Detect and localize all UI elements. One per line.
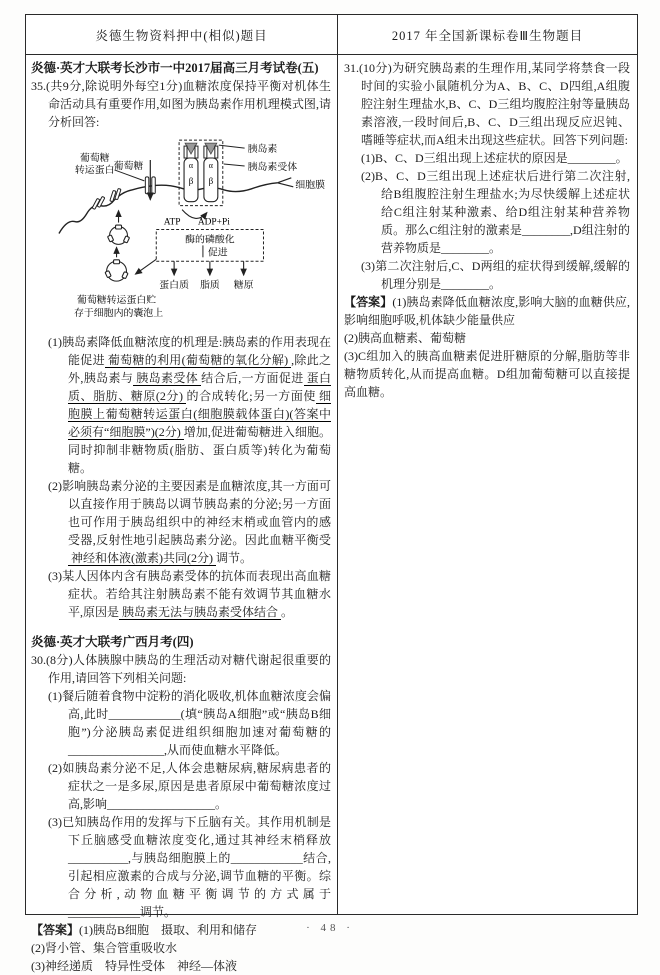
question-31-item-2: (2)B、C、D三组出现上述症状后进行第二次注射,给B组腹腔注射生理盐水;为尽快缓解上述症状给C组注射某种激素、给D组注射某种营养物质。那么C组注射的激素是________,D组注射的营养物质是________。 — [361, 169, 630, 255]
question-31-item-1: (1)B、C、D三组出现上述症状的原因是________。 — [361, 151, 628, 165]
vesicle-note-line2: 存于细胞内的囊泡上 — [73, 307, 164, 319]
vesicle-note-line1: 葡萄糖转运蛋白贮 — [76, 294, 157, 306]
header-cell-left: 炎德生物资料押中(相似)题目 — [26, 15, 338, 54]
answer-31-line-3: (3)C组加入的胰高血糖素促进肝糖原的分解,脂肪等非糖物质转化,从而提高血糖。D组加葡萄糖可以直接提高血糖。 — [344, 349, 630, 399]
atp-label: ATP — [163, 217, 181, 228]
question-30-intro: 30.(8分)人体胰腺中胰岛的生理活动对糖代谢起很重要的作用,请回答下列相关问题: — [31, 653, 331, 685]
vesicle-upper — [108, 225, 130, 244]
beta-label: β — [188, 175, 194, 186]
receptor-leader-line — [224, 164, 245, 166]
vesicle-lower — [105, 260, 128, 281]
question-35-item-2: (2)影响胰岛素分泌的主要因素是血糖浓度,其一方面可以直接作用于胰岛以调节胰岛素的分泌;另一方面也可作用于胰岛组织中的神经末梢或血管内的感受器,反射性地引起胰岛素分泌。因此血糖平衡受神经和体液(激素)共同(2分) 调节。 — [48, 479, 331, 565]
glycogen-label: 糖原 — [233, 280, 254, 292]
membrane-label: 细胞膜 — [295, 179, 325, 191]
receptor-unit-left — [184, 143, 198, 202]
answer-30-line-3: (3)神经递质 特异性受体 神经—体液 — [31, 959, 237, 973]
insulin-mechanism-diagram — [53, 134, 331, 329]
exam1-title: 炎德·英才大联考长沙市一中2017届高三月考试卷(五) — [31, 61, 319, 75]
glucose-label: 葡萄糖 — [113, 160, 144, 172]
question-30-item-2: (2)如胰岛素分泌不足,人体会患糖尿病,糖尿病患者的症状之一是多尿,原因是患者原尿中葡萄糖浓度过高,影响__________________。 — [48, 761, 331, 811]
question-31-item-3: (3)第二次注射后,C、D两组的症状得到缓解,缓解的机理分别是________。 — [361, 259, 630, 291]
receptor-label: 胰岛素受体 — [247, 161, 298, 173]
page-number: · 48 · — [306, 922, 354, 934]
table-header-row — [26, 15, 637, 55]
promote-label: 促进 — [207, 247, 228, 259]
question-35-intro: 35.(共9分,除说明外每空1分)血糖浓度保持平衡对机体生命活动具有重要作用,如图为胰岛素作用机理模式图,请分析回答: — [31, 79, 331, 129]
answer-31-line-2: (2)胰高血糖素、葡萄糖 — [344, 331, 466, 345]
protein-label: 蛋白质 — [159, 280, 189, 292]
question-35-item-1: (1)胰岛素降低血糖浓度的机理是:胰岛素的作用表现在能促进 葡萄糖的利用(葡萄糖的氧化分解) ,除此之外,胰岛素与 胰岛素受体 结合后,一方面促进 蛋白质、脂肪、糖原(2分) 的合成转化;另一方面使 细胞膜上葡萄糖转运蛋白(细胞膜载体蛋白)(答案中必须有“细胞膜”)(2分) 增加,促进葡萄糖进入细胞。同时抑制非糖物质(脂肪、蛋白质等)转化为葡萄糖。 — [48, 335, 331, 475]
adp-label: ADP+Pi — [197, 217, 230, 228]
question-31-intro: 31.(10分)为研究胰岛素的生理作用,某同学将禁食一段时间的实验小鼠随机分为A、B、C、D四组,A组腹腔注射生理盐水,B、C、D三组均腹腔注射等量胰岛素溶液,一段时间后,B、C、D三组出现反应迟钝、嗜睡等症状,而A组未出现这些症状。回答下列问题: — [344, 61, 630, 147]
phosphorylation-label: 酶的磷酸化 — [185, 234, 235, 246]
membrane-fork — [277, 178, 293, 187]
alpha-label: α — [188, 160, 194, 170]
beta-label: β — [208, 175, 214, 186]
lipid-label: 脂质 — [199, 280, 220, 292]
header-cell-right: 2017 年全国新课标卷Ⅲ生物题目 — [391, 28, 584, 43]
alpha-label: α — [208, 160, 213, 170]
exam2-title: 炎德·英才大联考广西月考(四) — [31, 635, 194, 649]
right-column — [338, 55, 637, 914]
question-30-item-3: (3)已知胰岛作用的发挥与下丘脑有关。其作用机制是下丘脑感受血糖浓度变化,通过其神经末梢释放__________,与胰岛细胞膜上的____________结合,引起相应激素的合成与分泌,调节血糖的平衡。综合分析,动物血糖平衡调节的方式属于____________调节。 — [48, 815, 331, 919]
receptor-unit-right — [204, 143, 218, 202]
insulin-label: 胰岛素 — [247, 144, 278, 156]
answer-30-line-1: 【答案】(1)胰岛B细胞 摄取、利用和储存 — [31, 923, 258, 937]
diagram-svg — [53, 134, 331, 324]
answer-31-line-1: 【答案】(1)胰岛素降低血糖浓度,影响大脑的血糖供应,影响细胞呼吸,机体缺少能量供应 — [344, 295, 630, 327]
answer-30-line-2: (2)肾小管、集合管重吸收水 — [31, 941, 177, 955]
question-35-item-3: (3)某人因体内含有胰岛素受体的抗体而表现出高血糖症状。若给其注射胰岛素不能有效调节其血糖水平,原因是 胰岛素无法与胰岛素受体结合 。 — [48, 569, 331, 619]
arrow-to-vesicles — [135, 259, 156, 274]
transporter-label-line2: 转运蛋白 — [74, 164, 115, 176]
question-30-item-1: (1)餐后随着食物中淀粉的消化吸收,机体血糖浓度会偏高,此时____________(填“胰岛A细胞”或“胰岛B细胞”)分泌胰岛素促进组织细胞加速对葡萄糖的________________,从而使血糖水平降低。 — [48, 689, 331, 757]
transporter-label-line1: 葡萄糖 — [79, 152, 110, 164]
